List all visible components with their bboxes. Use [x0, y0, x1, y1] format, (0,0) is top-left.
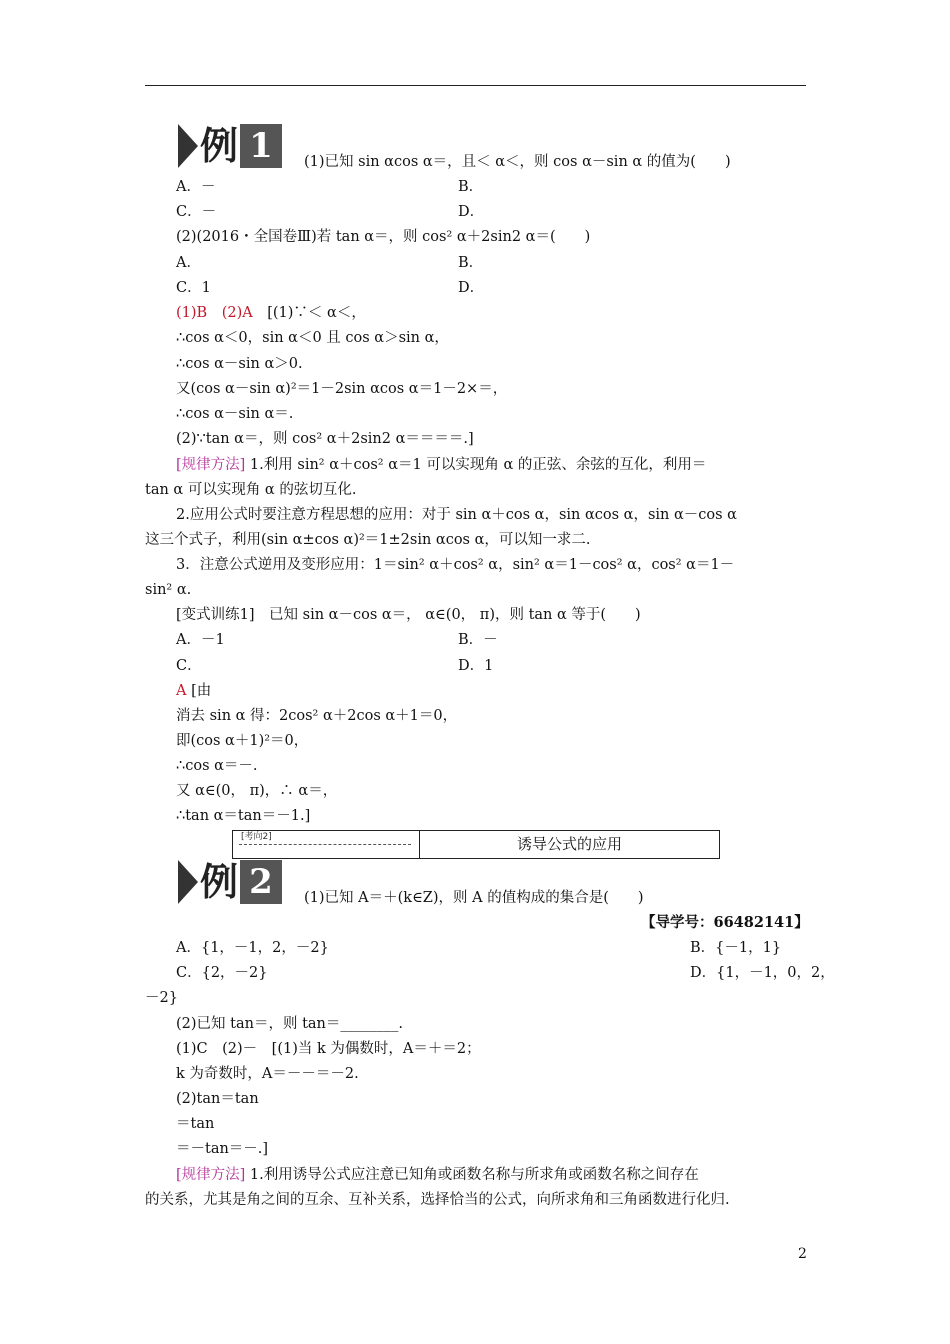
ex1-method-line-2a: 2.应用公式时要注意方程思想的应用：对于 sin α＋cos α，sin αcos α，sin α－cos α	[176, 507, 737, 523]
ex1-q1-option-a: A．－	[176, 179, 216, 195]
ex2-method-line-1	[176, 1165, 699, 1185]
method-label: [规律方法]	[176, 1167, 246, 1183]
ex2-solution-line-5: ＝－tan＝－.]	[176, 1141, 269, 1157]
train1-option-d: D．1	[458, 658, 494, 674]
page-number: 2	[798, 1246, 807, 1262]
ex1-method-line-3b: sin² α.	[145, 582, 192, 598]
ex1-method-line-1b: tan α 可以实现角 α 的弦切互化.	[145, 482, 357, 498]
ex1-solution-line-4: 又(cos α－sin α)²＝1－2sin αcos α＝1－2×＝，	[176, 381, 508, 397]
ex1-q1-option-d: D．	[458, 204, 485, 220]
ex2-method-text-1a: 1.利用诱导公式应注意已知角或函数名称与所求角或函数名称之间存在	[245, 1167, 699, 1183]
ex1-q2-option-b: B．	[458, 255, 484, 271]
header-rule	[145, 85, 806, 86]
ex2-q1-option-c: C．{2，－2}	[176, 965, 268, 981]
ex1-solution-line-1	[176, 303, 366, 323]
badge-word: 例	[200, 124, 239, 168]
ex1-question-1: (1)已知 sin αcos α＝，且＜ α＜，则 cos α－sin α 的值为( )	[304, 154, 731, 170]
ex2-question-1: (1)已知 A＝＋(k∈Z)，则 A 的值构成的集合是( )	[304, 890, 644, 906]
ex1-answer-key: (1)B (2)A	[176, 305, 253, 321]
section-tag: [考向2]	[241, 832, 272, 842]
ex1-method-text-1a: 1.利用 sin² α＋cos² α＝1 可以实现角 α 的正弦、余弦的互化，利用＝	[245, 457, 707, 473]
example-2-badge	[178, 860, 288, 904]
ex2-solution-line-4: ＝tan	[176, 1116, 215, 1132]
ex2-q1-option-a: A．{1，－1，2，－2}	[176, 940, 329, 956]
ex1-solution-line-6: (2)∵tan α＝，则 cos² α＋2sin2 α＝＝＝＝.]	[176, 431, 474, 447]
ex2-method-line-1b: 的关系，尤其是角之间的互余、互补关系，选择恰当的公式，向所求角和三角函数进行化归.	[145, 1192, 730, 1208]
ex2-q1-option-d: D．{1，－1，0，2，	[690, 965, 835, 981]
train1-solution-line-0	[176, 681, 211, 701]
ex2-q1-option-d-cont: －2}	[145, 990, 178, 1006]
guide-number: 【导学号：66482141】	[641, 914, 809, 931]
train1-solution-line-3: ∴cos α＝－.	[176, 758, 258, 774]
ex1-q2-option-d: D．	[458, 280, 485, 296]
badge-arrow-icon	[178, 860, 198, 904]
ex1-method-line-3a: 3．注意公式逆用及变形应用：1＝sin² α＋cos² α，sin² α＝1－cos² α，cos² α＝1－	[176, 557, 735, 573]
ex1-solution-line-5: ∴cos α－sin α＝.	[176, 406, 294, 422]
ex1-question-2: (2)(2016・全国卷Ⅲ)若 tan α＝，则 cos² α＋2sin2 α＝( )	[176, 229, 591, 245]
ex2-solution-line-2: k 为奇数时，A＝－－＝－2.	[176, 1066, 359, 1082]
method-label: [规律方法]	[176, 457, 246, 473]
ex1-q2-option-a: A．	[176, 255, 201, 271]
train1-question: [变式训练1] 已知 sin α－cos α＝， α∈(0， π)，则 tan α 等于( )	[176, 607, 641, 623]
train1-solution-line-1: 消去 sin α 得：2cos² α＋2cos α＋1＝0，	[176, 708, 458, 724]
badge-arrow-icon	[178, 124, 198, 168]
train1-option-c: C．	[176, 658, 202, 674]
train1-option-b: B．－	[458, 632, 498, 648]
train1-option-a: A．－1	[176, 632, 225, 648]
section-heading-box	[232, 830, 720, 859]
ex1-q2-option-c: C．1	[176, 280, 211, 296]
ex1-solution-line-2: ∴cos α＜0，sin α＜0 且 cos α＞sin α，	[176, 330, 449, 346]
ex2-solution-line-1: (1)C (2)－ [(1)当 k 为偶数时，A＝＋＝2；	[176, 1041, 481, 1057]
train1-solution-text-0: [由	[186, 683, 212, 699]
section-dash-divider	[239, 844, 411, 845]
ex1-solution-text-1: [(1)∵＜ α＜，	[267, 305, 366, 321]
ex2-solution-line-3: (2)tan＝tan	[176, 1091, 259, 1107]
ex2-question-2: (2)已知 tan＝，则 tan＝________.	[176, 1016, 403, 1032]
ex1-q1-option-c: C．－	[176, 204, 217, 220]
train1-solution-line-5: ∴tan α＝tan＝－1.]	[176, 808, 311, 824]
badge-number: 1	[240, 124, 282, 168]
ex1-method-line-1	[176, 455, 706, 475]
ex1-method-line-2b: 这三个式子，利用(sin α±cos α)²＝1±2sin αcos α，可以知一求二.	[145, 532, 591, 548]
ex2-q1-option-b: B．{－1，1}	[690, 940, 782, 956]
example-1-badge	[178, 124, 288, 168]
ex1-q1-option-b: B．	[458, 179, 484, 195]
badge-number: 2	[240, 860, 282, 904]
badge-word: 例	[200, 860, 239, 904]
train1-solution-line-2: 即(cos α＋1)²＝0，	[176, 733, 309, 749]
train1-answer-key: A	[176, 683, 187, 699]
ex1-solution-line-3: ∴cos α－sin α＞0.	[176, 356, 303, 372]
section-title: 诱导公式的应用	[516, 835, 622, 853]
train1-solution-line-4: 又 α∈(0， π)，∴ α＝，	[176, 783, 338, 799]
